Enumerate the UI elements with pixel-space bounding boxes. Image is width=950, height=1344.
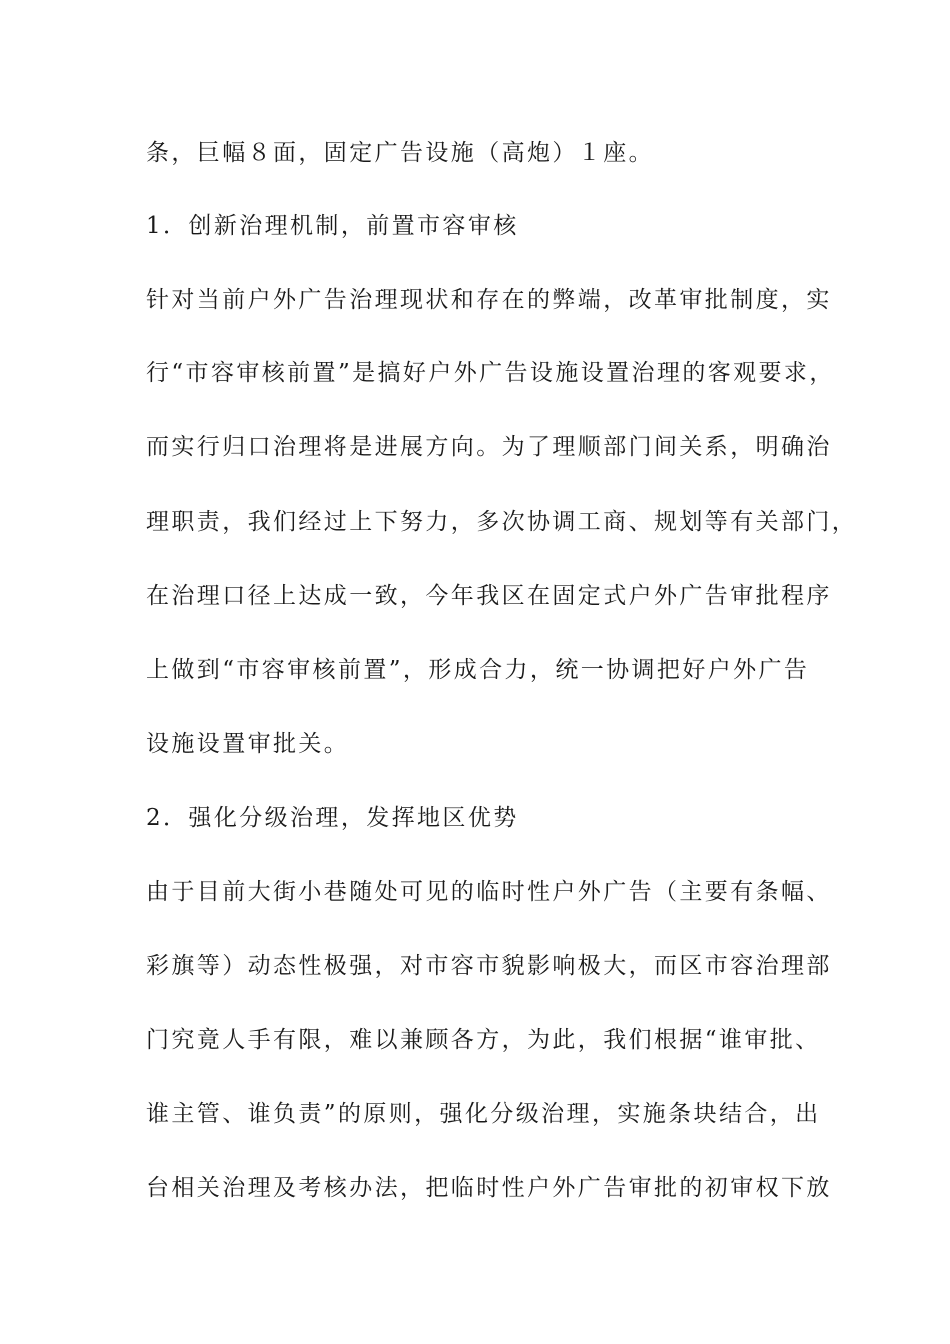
text-line: 上做到“市容审核前置”，形成合力，统一协调把好户外广告: [146, 657, 810, 683]
text-line: 在治理口径上达成一致，今年我区在固定式户外广告审批程序: [146, 583, 832, 609]
text-line: 条，巨幅８面，固定广告设施（高炮）１座。: [146, 140, 654, 166]
section-heading: 1．创新治理机制，前置市容审核: [146, 213, 519, 239]
text-line: 而实行归口治理将是进展方向。为了理顺部门间关系，明确治: [146, 434, 832, 460]
text-line: 设施设置审批关。: [146, 731, 350, 757]
text-line: 针对当前户外广告治理现状和存在的弊端，改革审批制度，实: [146, 287, 832, 313]
section-heading: 2．强化分级治理，发挥地区优势: [146, 805, 519, 831]
text-line: 谁主管、谁负责”的原则，强化分级治理，实施条块结合，出: [146, 1101, 821, 1127]
text-line: 台相关治理及考核办法，把临时性户外广告审批的初审权下放: [146, 1175, 832, 1201]
text-line: 彩旗等）动态性极强，对市容市貌影响极大，而区市容治理部: [146, 953, 832, 979]
text-line: 由于目前大街小巷随处可见的临时性户外广告（主要有条幅、: [146, 879, 832, 905]
text-line: 行“市容审核前置”是搞好户外广告设施设置治理的客观要求，: [146, 360, 835, 386]
text-line: 门究竟人手有限，难以兼顾各方，为此，我们根据“谁审批、: [146, 1027, 821, 1053]
text-line: 理职责，我们经过上下努力，多次协调工商、规划等有关部门，: [146, 509, 858, 535]
